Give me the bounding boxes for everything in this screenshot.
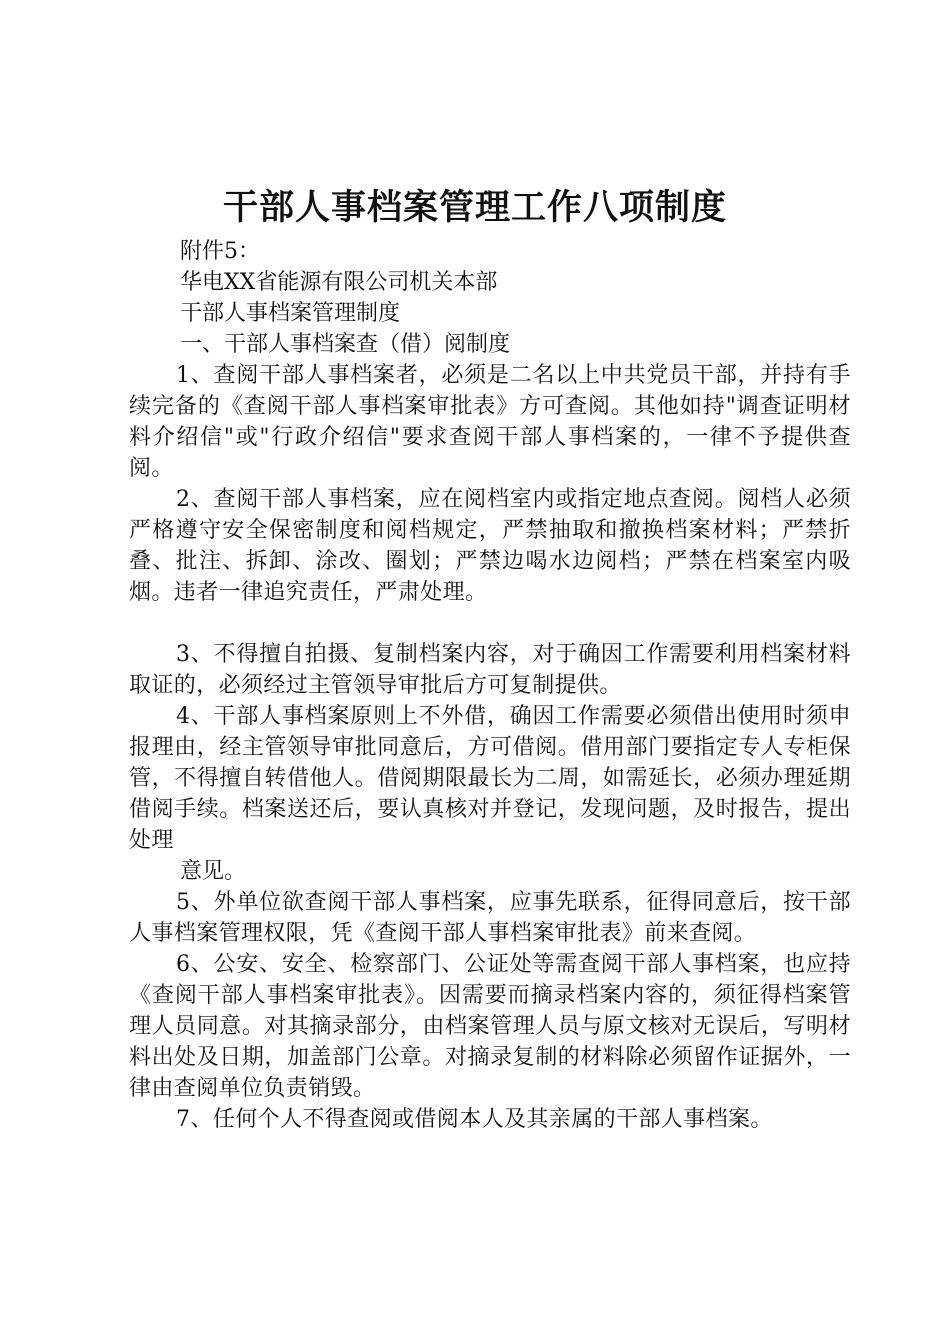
paragraph-3: 3、不得擅自拍摄、复制档案内容，对于确因工作需要利用档案材料取证的，必须经过主管领导审批后方可复制提供。 — [129, 642, 851, 698]
paragraph-1: 1、查阅干部人事档案者，必须是二名以上中共党员干部，并持有手续完备的《查阅干部人事档案审批表》方可查阅。其他如持"调查证明材料介绍信"或"行政介绍信"要求查阅干部人事档案的，一律不予提供查阅。 — [129, 363, 851, 481]
paragraph-2: 2、查阅干部人事档案，应在阅档室内或指定地点查阅。阅档人必须严格遵守安全保密制度和阅档规定，严禁抽取和撤换档案材料；严禁折叠、批注、拆卸、涂改、圈划；严禁边喝水边阅档；严禁在档案室内吸烟。违者一律追究责任，严肃处理。 — [129, 487, 851, 605]
paragraph-6: 6、公安、安全、检察部门、公证处等需查阅干部人事档案，也应持《查阅干部人事档案审批表》。因需要而摘录档案内容的，须征得档案管理人员同意。对其摘录部分，由档案管理人员与原文核对无误后，写明材料出处及日期，加盖部门公章。对摘录复制的材料除必须留作证据外，一律由查阅单位负责销毁。 — [129, 952, 851, 1101]
paragraph-5: 5、外单位欲查阅干部人事档案，应事先联系，征得同意后，按干部人事档案管理权限，凭《查阅干部人事档案审批表》前来查阅。 — [129, 890, 851, 946]
paragraph-4: 4、干部人事档案原则上不外借，确因工作需要必须借出使用时须申报理由，经主管领导审批同意后，方可借阅。借用部门要指定专人专柜保管，不得擅自转借他人。借阅期限最长为二周，如需延长，必须办理延期借阅手续。档案送还后，要认真核对并登记，发现问题，及时报告，提出处理 — [129, 704, 851, 853]
organization-name: 华电XX省能源有限公司机关本部 — [180, 270, 498, 295]
paragraph-7: 7、任何个人不得查阅或借阅本人及其亲属的干部人事档案。 — [176, 1107, 773, 1132]
document-body — [129, 236, 851, 1135]
document-subtitle: 干部人事档案管理制度 — [180, 301, 401, 326]
section-heading: 一、干部人事档案查（借）阅制度 — [180, 332, 511, 357]
attachment-label: 附件5： — [180, 239, 260, 264]
document-title: 干部人事档案管理工作八项制度 — [222, 187, 727, 228]
paragraph-4-continuation: 意见。 — [180, 859, 247, 884]
